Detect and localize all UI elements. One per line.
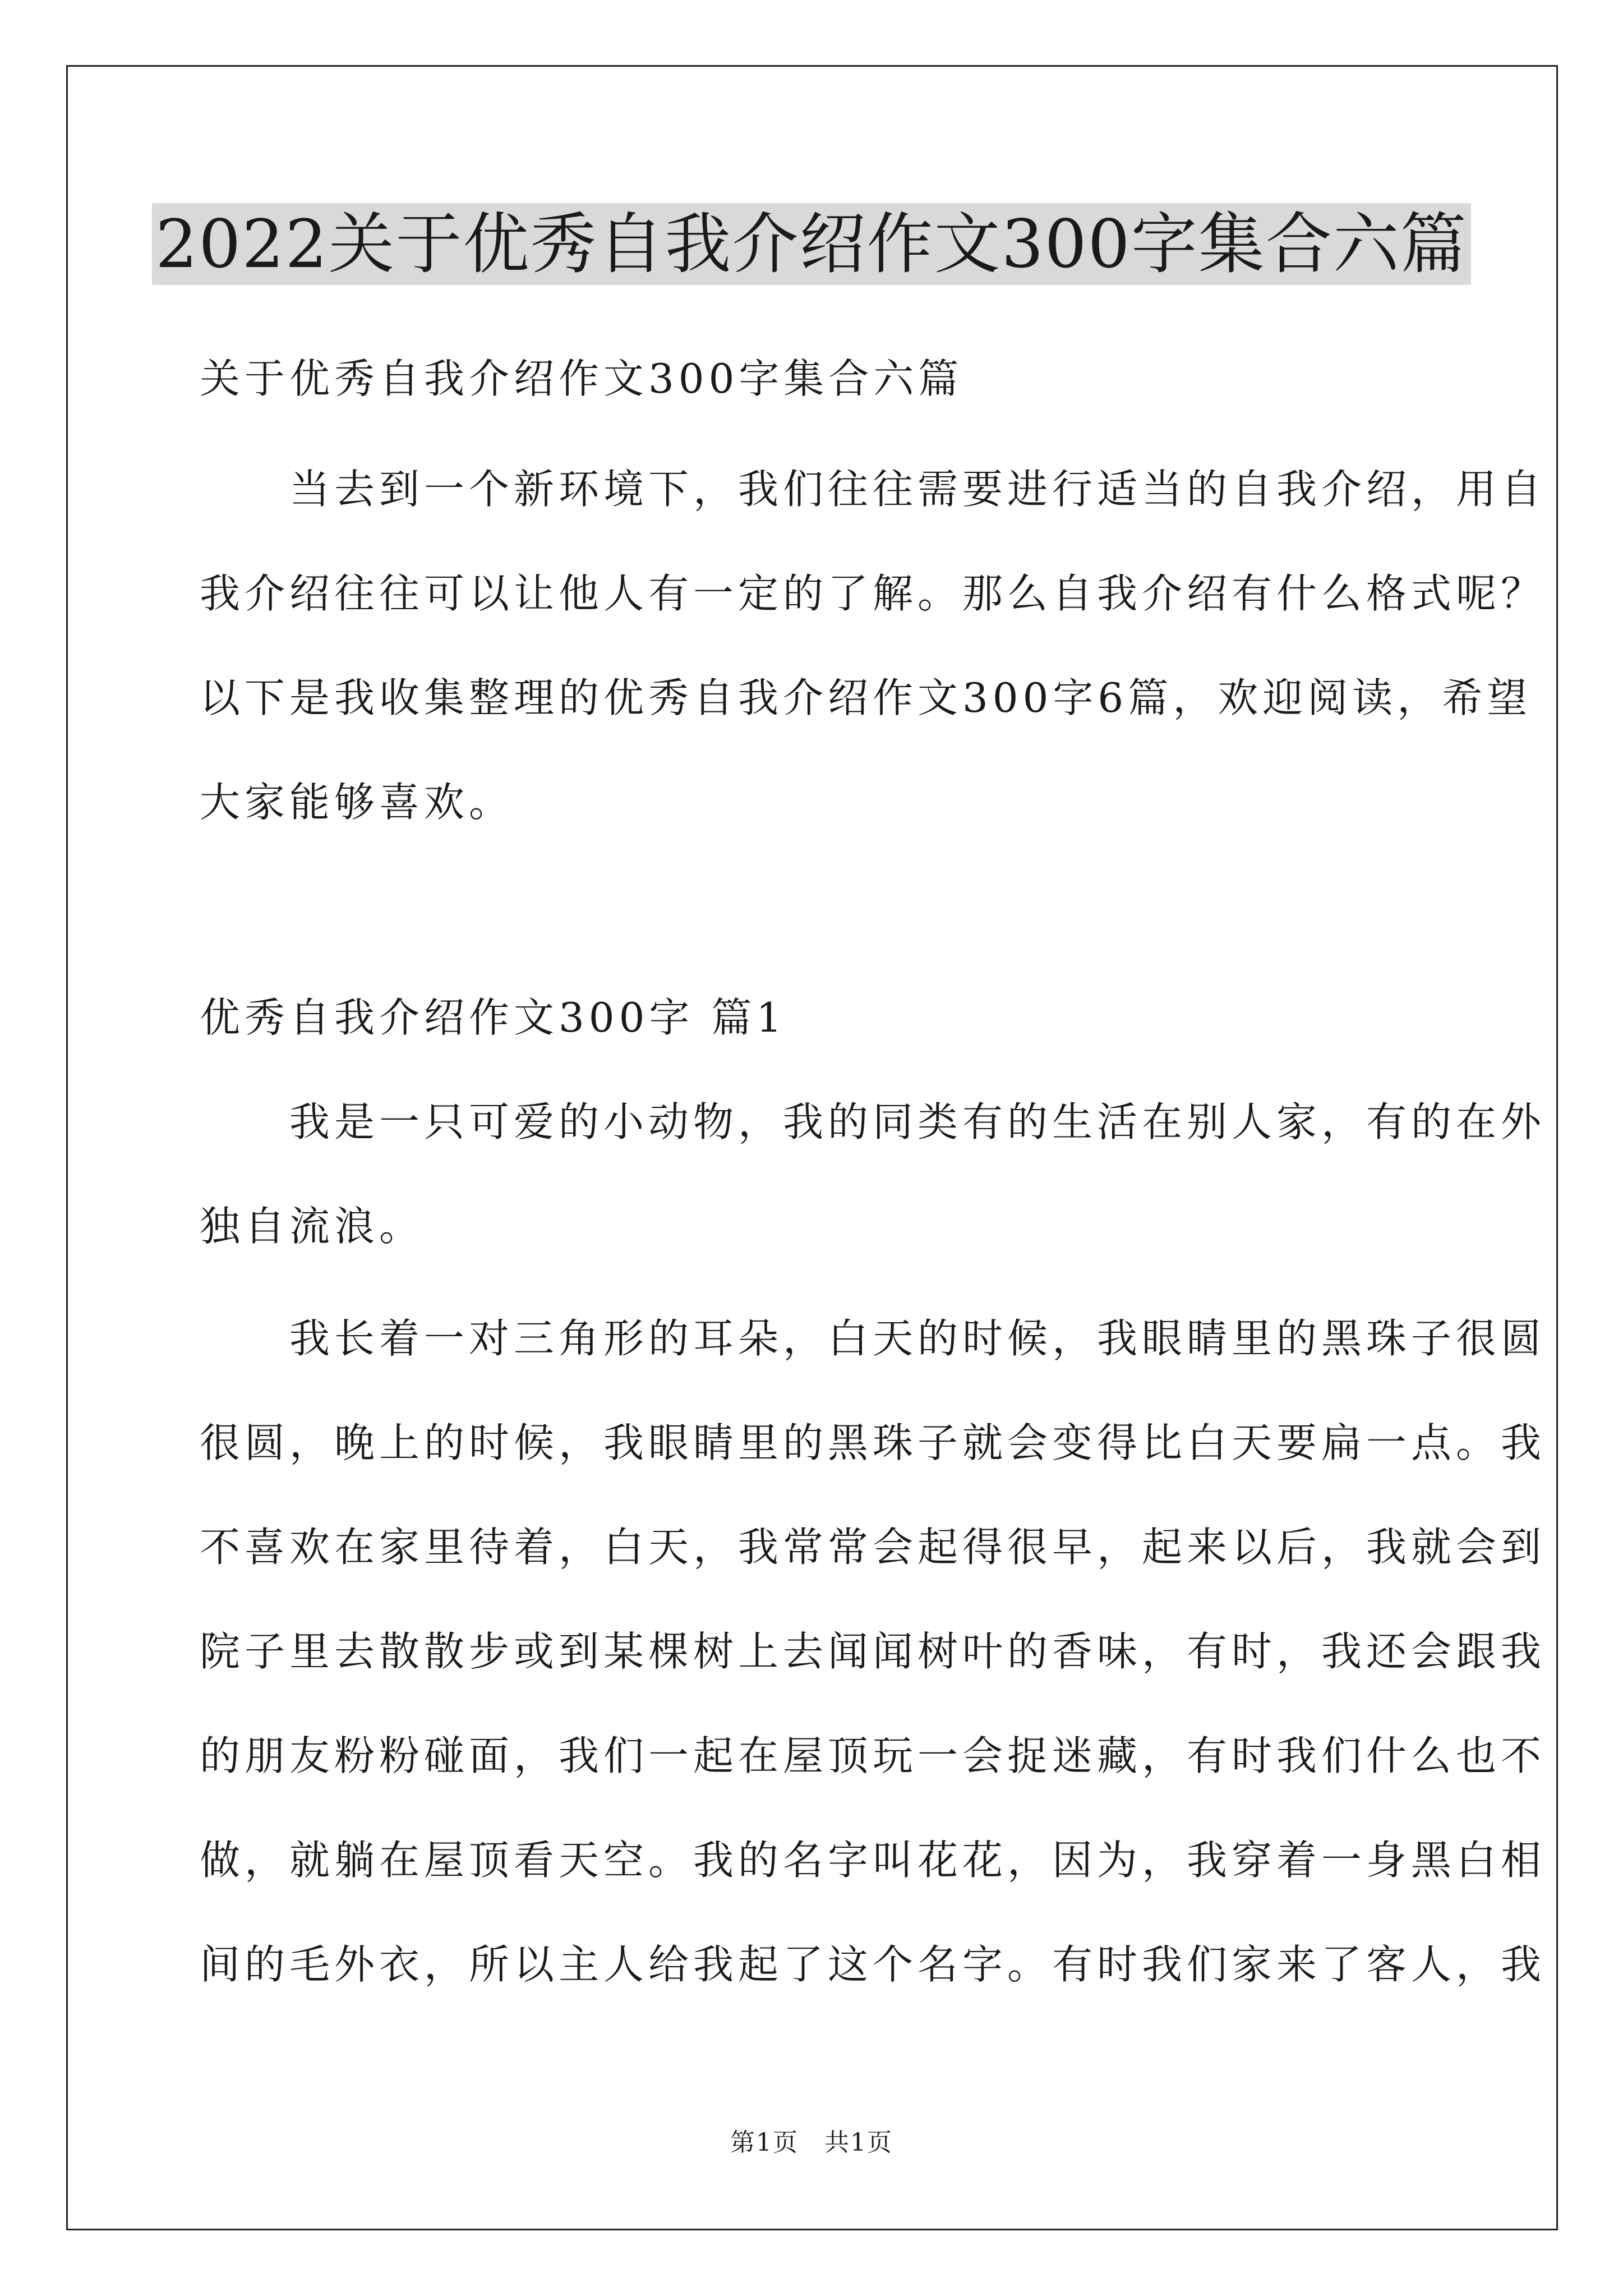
section-heading: 优秀自我介绍作文300字 篇1 [200,994,787,1041]
subtitle-line: 关于优秀自我介绍作文300字集合六篇 [200,355,963,402]
paragraph-line: 的朋友粉粉碰面，我们一起在屋顶玩一会捉迷藏，有时我们什么也不 [200,1732,1546,1779]
paragraph-line: 做，就躺在屋顶看天空。我的名字叫花花，因为，我穿着一身黑白相 [200,1837,1546,1884]
paragraph-line: 间的毛外衣，所以主人给我起了这个名字。有时我们家来了客人，我 [200,1941,1546,1988]
paragraph-line: 大家能够喜欢。 [200,779,514,826]
paragraph-line: 不喜欢在家里待着，白天，我常常会起得很早，起来以后，我就会到 [200,1524,1546,1571]
paragraph-line: 我是一只可爱的小动物，我的同类有的生活在别人家，有的在外 [200,1098,1546,1145]
paragraph-line: 当去到一个新环境下，我们往往需要进行适当的自我介绍，用自 [200,466,1546,513]
paragraph-line: 以下是我收集整理的优秀自我介绍作文300字6篇，欢迎阅读，希望 [200,674,1532,721]
paragraph-line: 独自流浪。 [200,1203,425,1250]
paragraph-line: 院子里去散散步或到某棵树上去闻闻树叶的香味，有时，我还会跟我 [200,1628,1546,1675]
page-footer: 第1页 共1页 [730,2128,893,2157]
paragraph-line: 我长着一对三角形的耳朵，白天的时候，我眼睛里的黑珠子很圆 [200,1315,1546,1362]
paragraph-line: 我介绍往往可以让他人有一定的了解。那么自我介绍有什么格式呢？ [200,570,1546,617]
paragraph-line: 很圆，晚上的时候，我眼睛里的黑珠子就会变得比白天要扁一点。我 [200,1419,1546,1466]
document-title-text: 2022关于优秀自我介绍作文300字集合六篇 [152,203,1471,285]
document-title [0,202,1623,286]
